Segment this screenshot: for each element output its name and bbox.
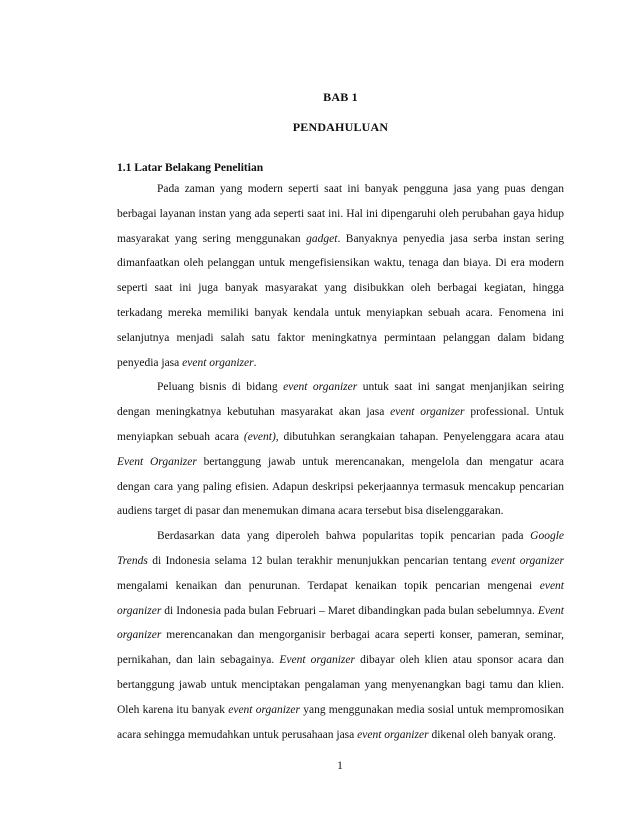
- text-run: , dibutuhkan serangkaian tahapan. Penyelenggara acara atau: [275, 430, 564, 443]
- section-heading: 1.1 Latar Belakang Penelitian: [117, 162, 264, 174]
- text-run: .: [253, 356, 257, 369]
- text-run: Berdasarkan data yang diperoleh bahwa popularitas topik pencarian pada: [157, 530, 531, 543]
- text-run: professional. Untuk menyiapkan sebuah acara: [117, 406, 565, 443]
- text-run: yang menggunakan media sosial untuk mempromosikan acara sehingga memudahkan untuk perusahaan jasa: [117, 703, 564, 741]
- paragraph: [117, 524, 564, 747]
- italic-term: event organizer: [283, 381, 358, 394]
- text-run: di Indonesia selama 12 bulan terakhir menunjukkan pencarian tentang: [147, 554, 492, 567]
- text-run: Pada zaman yang modern seperti saat ini banyak pengguna jasa yang puas dengan berbagai layanan instan yang ada seperti saat ini. Hal ini dipengaruhi oleh perubahan gaya hidup masyarakat yang sering menggunakan: [117, 183, 564, 245]
- text-run: dibayar oleh klien atau sponsor acara dan bertanggung jawab untuk menciptakan pengalaman yang menyenangkan bagi tamu dan klien. Oleh karena itu banyak: [117, 654, 565, 716]
- body-text: [117, 177, 564, 747]
- italic-term: event organizer: [390, 406, 465, 419]
- italic-term: event organizer: [357, 728, 429, 741]
- text-run: di Indonesia pada bulan Februari – Maret dibandingkan pada bulan sebelumnya.: [161, 604, 538, 617]
- paragraph: [117, 375, 564, 524]
- text-run: Peluang bisnis di bidang: [157, 381, 284, 394]
- text-run: bertanggung jawab untuk merencanakan, mengelola dan mengatur acara dengan cara yang paling efisien. Adapun deskripsi pekerjaannya termasuk mencakup pencarian audiens target di pasar dan menemukan dimana acara tersebut bisa diselenggarakan.: [117, 455, 564, 518]
- italic-term: event organizer: [491, 554, 564, 567]
- italic-term: Event organizer: [117, 604, 564, 642]
- italic-term: Google Trends: [117, 530, 564, 567]
- italic-term: Event organizer: [279, 654, 355, 667]
- text-run: dikenal oleh banyak orang.: [428, 728, 556, 741]
- italic-term: event organizer: [182, 356, 254, 369]
- chapter-title: PENDAHULUAN: [292, 120, 389, 134]
- text-run: . Banyaknya penyedia jasa serba instan sering dimanfaatkan oleh pelanggan untuk mengefisiensikan waktu, tenaga dan biaya. Di era modern seperti saat ini juga banyak masyarakat yang disibukkan oleh berbagai kegiatan, hingga terkadang mereka memiliki banyak kendala untuk menyiapkan sebuah acara. Fenomena ini selanjutnya menjadi salah satu faktor meningkatnya permintaan pelanggan dalam bidang penyedia jasa: [117, 232, 564, 369]
- italic-term: (event): [243, 430, 276, 443]
- italic-term: gadget: [306, 232, 338, 245]
- chapter-number: BAB 1: [323, 90, 358, 104]
- text-run: merencanakan dan mengorganisir berbagai acara seperti konser, pameran, seminar, pernikahan, dan lain sebagainya.: [117, 629, 564, 667]
- italic-term: Event Organizer: [117, 455, 197, 468]
- page-number: 1: [337, 760, 343, 772]
- paragraph: [117, 177, 564, 375]
- italic-term: event organizer: [117, 579, 564, 617]
- text-run: mengalami kenaikan dan penurunan. Terdapat kenaikan topik pencarian mengenai: [117, 579, 540, 592]
- italic-term: event organizer: [228, 703, 301, 716]
- text-run: untuk saat ini sangat menjanjikan seiring dengan meningkatnya kebutuhan masyarakat akan jasa: [117, 381, 564, 419]
